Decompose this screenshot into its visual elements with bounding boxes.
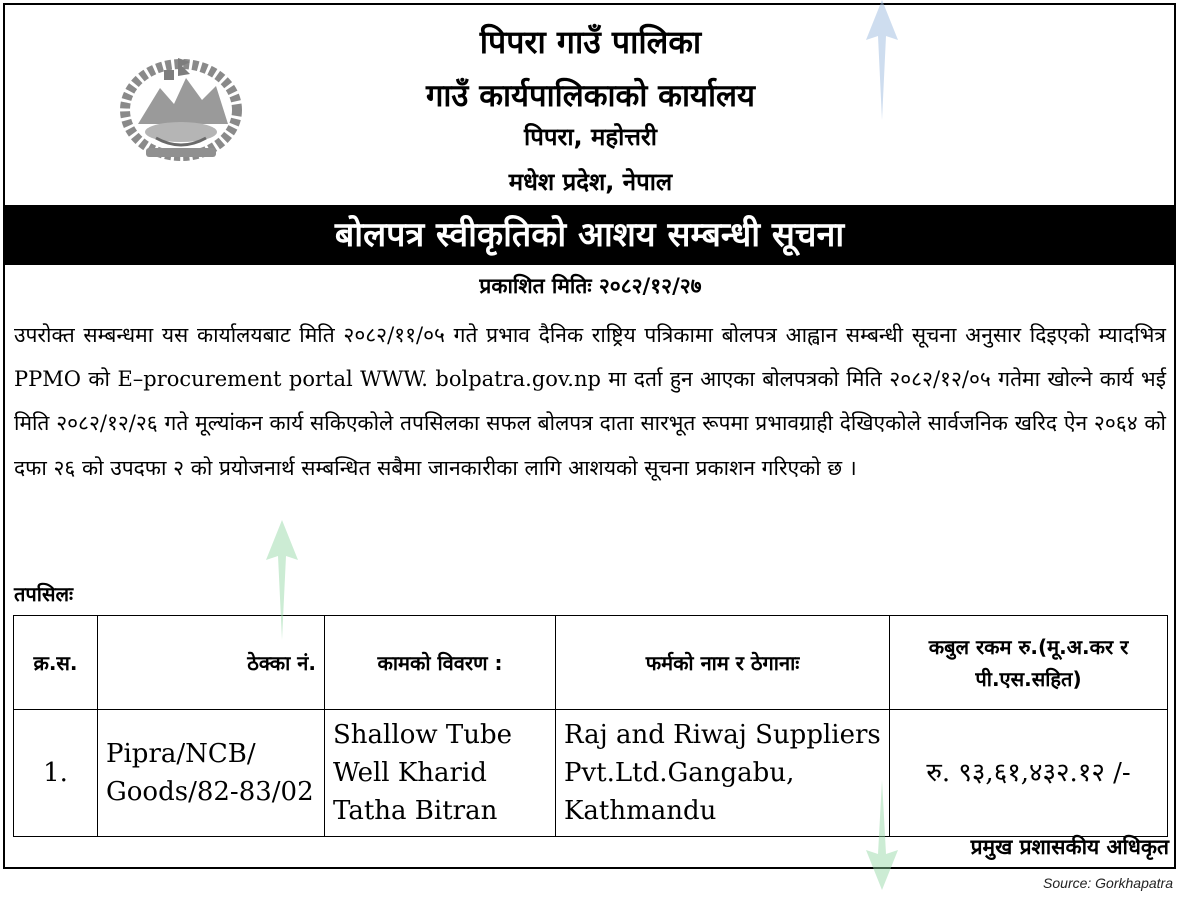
published-date: प्रकाशित मितिः २०८२/१२/२७ <box>479 274 702 298</box>
office-location: पिपरा, महोत्तरी <box>524 123 657 151</box>
office-name: गाउँ कार्यपालिकाको कार्यालय <box>425 78 756 114</box>
tender-table <box>13 615 1168 837</box>
table-header-row <box>14 616 1168 710</box>
province-country: मधेश प्रदेश, नेपाल <box>508 168 673 196</box>
cell-serial-no: 1. <box>14 710 98 837</box>
notice-title-banner: बोलपत्र स्वीकृतिको आशय सम्बन्धी सूचना <box>3 205 1176 265</box>
notice-body: उपरोक्त सम्बन्धमा यस कार्यालयबाट मिति २०८२/११/०५ गते प्रभाव दैनिक राष्ट्रिय पत्रिकामा बोलपत्र आह्वान सम्बन्धी सूचना अनुसार दिइएको म्यादभित्र PPMO को E–procurement portal WWW. bolpatra.gov.np मा दर्ता हुन आएका बोलपत्रको मिति २०८२/१२/०५ गतेमा खोल्ने कार्य भई मिति २०८२/१२/२६ गते मूल्यांकन कार्य सकिएकोले तपसिलका सफल बोलपत्र दाता सारभूत रूपमा प्रभावग्राही देखिएकोले सार्वजनिक खरिद ऐन २०६४ को दफा २६ को उपदफा २ को प्रयोजनार्थ सम्बन्धित सबैमा जानकारीका लागि आशयको सूचना प्रकाशन गरिएको छ । <box>14 323 1166 480</box>
header-contract-no: ठेक्का नं. <box>98 616 325 710</box>
cell-bid-amount: रु. ९३,६१,४३२.१२ /- <box>890 710 1168 837</box>
header-serial-no: क्र.स. <box>14 616 98 710</box>
details-label: तपसिलः <box>14 582 74 606</box>
header-work-description: कामको विवरण : <box>325 616 556 710</box>
cell-work-description: Shallow Tube Well Kharid Tatha Bitran <box>325 710 556 837</box>
cell-contract-no: Pipra/NCB/ Goods/82-83/02 <box>98 710 325 837</box>
header-bid-amount: कबुल रकम रु.(मू.अ.कर र पी.एस.सहित) <box>890 616 1168 710</box>
municipality-name: पिपरा गाउँ पालिका <box>479 23 702 61</box>
header-firm-name-address: फर्मको नाम र ठेगानाः <box>556 616 890 710</box>
cell-firm-name-address: Raj and Riwaj Suppliers Pvt.Ltd.Gangabu, Kathmandu <box>556 710 890 837</box>
source-credit: Source: Gorkhapatra <box>1043 875 1173 891</box>
table-row <box>14 710 1168 837</box>
chief-administrative-officer: प्रमुख प्रशासकीय अधिकृत <box>970 835 1169 859</box>
